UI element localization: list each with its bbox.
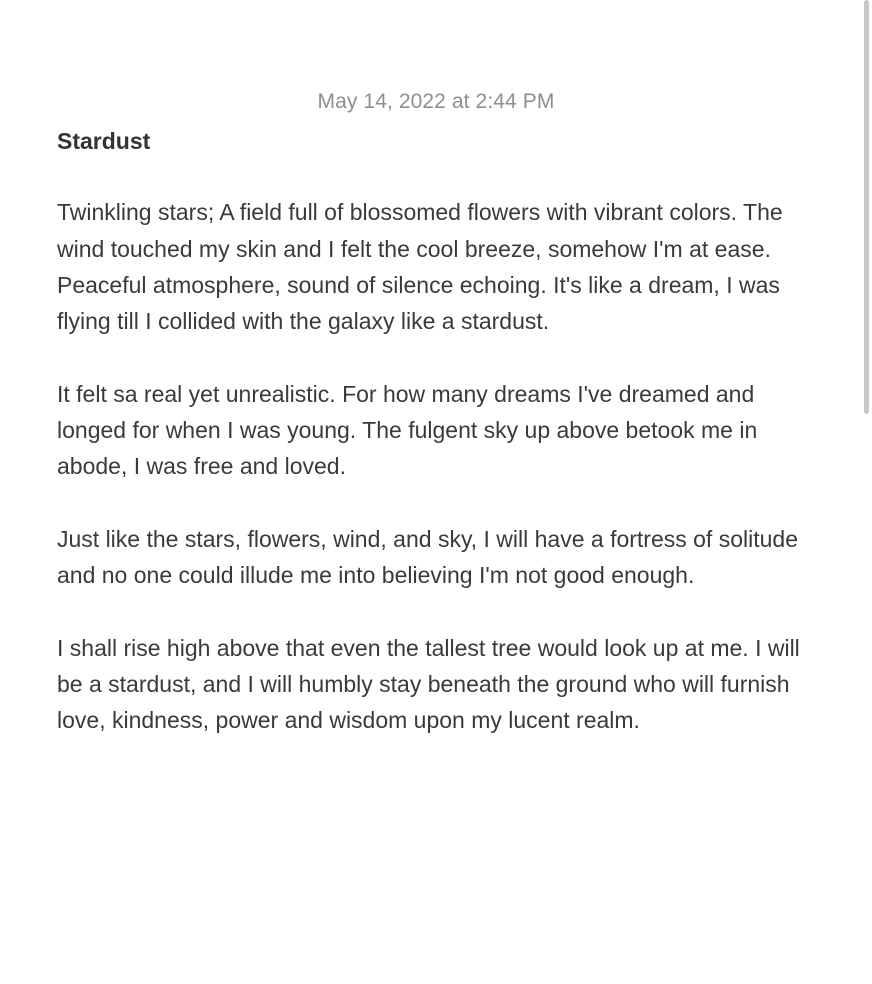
vertical-scrollbar[interactable]: [864, 0, 869, 414]
blank-line: [57, 594, 817, 630]
note-title[interactable]: Stardust: [57, 128, 151, 154]
note-paragraph[interactable]: It felt sa real yet unrealistic. For how many dreams I've dreamed and longed for when I was young. The fulgent sky up above betook me in abode, I was free and loved.: [57, 380, 758, 480]
blank-line: [57, 485, 817, 521]
blank-line: [57, 158, 817, 194]
note-paragraph[interactable]: Twinkling stars; A field full of blossomed flowers with vibrant colors. The wind touched my skin and I felt the cool breeze, somehow I'm at ease. Peaceful atmosphere, sound of silence echoing. It's like a dream, I was flying till I collided with the galaxy like a stardust.: [57, 199, 783, 335]
note-paragraph[interactable]: I shall rise high above that even the tallest tree would look up at me. I will be a stardust, and I will humbly stay beneath the ground who will furnish love, kindness, power and wisdom upon my lucent realm.: [57, 634, 800, 734]
note-paragraph[interactable]: Just like the stars, flowers, wind, and sky, I will have a fortress of solitude and no one could illude me into believing I'm not good enough.: [57, 525, 798, 589]
note-editor[interactable]: [57, 124, 817, 739]
note-timestamp: May 14, 2022 at 2:44 PM: [317, 90, 555, 113]
blank-line: [57, 339, 817, 375]
